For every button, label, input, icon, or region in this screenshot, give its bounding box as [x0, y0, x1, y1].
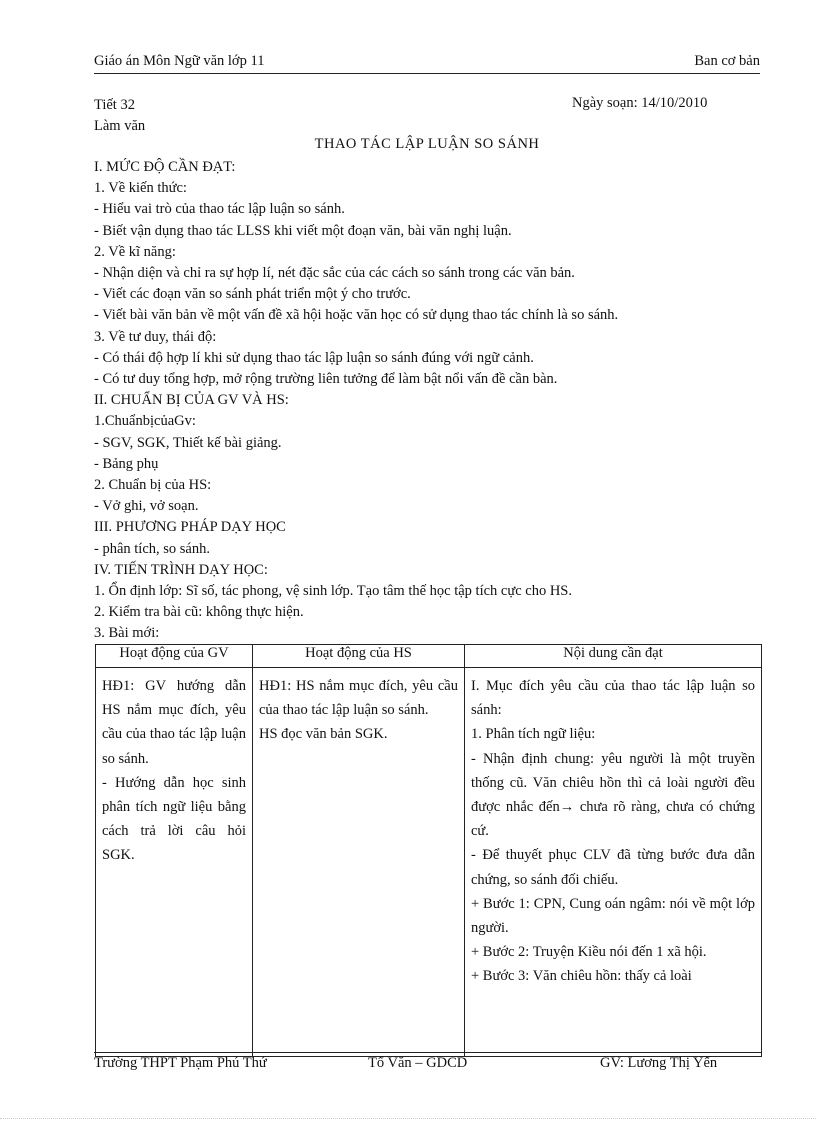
body-line: I. MỨC ĐỘ CẦN ĐẠT: — [94, 159, 236, 175]
body-line: 3. Về tư duy, thái độ: — [94, 328, 217, 345]
footer-school: Trường THPT Phạm Phú Thứ — [94, 1055, 267, 1071]
body-line: - SGV, SGK, Thiết kế bài giảng. — [94, 434, 282, 451]
header-content: Nội dung cần đạt — [465, 645, 762, 668]
gv-activity: - Hướng dẫn học sinh phân tích ngữ liệu bằng cách trả lời câu hỏi SGK. — [102, 774, 246, 864]
hs-activity: HS đọc văn bản SGK. — [259, 726, 388, 743]
hs-activity-cell — [253, 668, 465, 1057]
body-line: 3. Bài mới: — [94, 625, 160, 642]
body-line: 2. Chuẩn bị của HS: — [94, 477, 212, 494]
content-item: + Bước 3: Văn chiêu hồn: thấy cả loài — [471, 968, 692, 985]
body-line: 1. Ổn định lớp: Sĩ số, tác phong, vệ sinh lớp. Tạo tâm thế học tập tích cực cho HS. — [94, 583, 572, 600]
footer-teacher: GV: Lương Thị Yến — [600, 1055, 718, 1071]
body-line: 2. Về kĩ năng: — [94, 243, 176, 260]
body-line: - phân tích, so sánh. — [94, 540, 210, 557]
page-header — [94, 53, 760, 74]
content-item: + Bước 1: CPN, Cung oán ngâm: nói về một lớp người. — [471, 895, 755, 937]
lesson-table — [95, 644, 762, 1057]
content-item: I. Mục đích yêu cầu của thao tác lập luận so sánh: — [471, 678, 755, 719]
body-line: - Có tư duy tổng hợp, mở rộng trường liên tưởng để làm bật nổi vấn đề cần bàn. — [94, 371, 558, 388]
body-line: III. PHƯƠNG PHÁP DẠY HỌC — [94, 519, 286, 536]
content-item: + Bước 2: Truyện Kiều nói đến 1 xã hội. — [471, 944, 707, 961]
body-line: - Viết các đoạn văn so sánh phát triển một ý cho trước. — [94, 286, 411, 303]
lesson-meta — [94, 95, 145, 137]
body-line: - Viết bài văn bản về một vấn đề xã hội hoặc văn học có sử dụng thao tác chính là so sánh. — [94, 307, 619, 324]
content-item: 1. Phân tích ngữ liệu: — [471, 726, 596, 743]
header-gv: Hoạt động của GV — [96, 645, 253, 668]
lesson-category: Làm văn — [94, 118, 146, 134]
gv-activity-cell — [96, 668, 253, 1057]
body-line: 1. Về kiến thức: — [94, 180, 187, 197]
table-header-row — [96, 645, 762, 668]
footer-divider — [94, 1052, 762, 1053]
lesson-date: Ngày soạn: 14/10/2010 — [572, 95, 708, 111]
document-body — [94, 157, 760, 645]
body-line: - Vở ghi, vở soạn. — [94, 498, 199, 515]
table-row — [96, 668, 762, 1057]
body-line: II. CHUẨN BỊ CỦA GV VÀ HS: — [94, 392, 289, 409]
body-line: IV. TIẾN TRÌNH DẠY HỌC: — [94, 561, 268, 578]
page-edge — [0, 1118, 816, 1119]
header-hs: Hoạt động của HS — [253, 645, 465, 668]
body-line: - Bảng phụ — [94, 455, 159, 472]
body-line: - Biết vận dụng thao tác LLSS khi viết một đoạn văn, bài văn nghị luận. — [94, 222, 512, 239]
content-item: - Để thuyết phục CLV đã từng bước đưa dẫn chứng, so sánh đối chiếu. — [471, 847, 755, 888]
lesson-number: Tiết 32 — [94, 97, 135, 113]
content-item: - Nhận định chung: yêu người là một truyền thống cũ. Văn chiêu hồn thì cả loài người đều được nhắc đến→ chưa rõ ràng, chưa có chứng cứ. — [471, 750, 755, 840]
body-line: 2. Kiểm tra bài cũ: không thực hiện. — [94, 604, 304, 621]
body-line: 1.ChuẩnbịcủaGv: — [94, 413, 196, 430]
body-line: - Hiểu vai trò của thao tác lập luận so sánh. — [94, 201, 345, 218]
document-title: THAO TÁC LẬP LUẬN SO SÁNH — [314, 136, 540, 152]
gv-activity: HĐ1: GV hướng dẫn HS nắm mục đích, yêu cầu của thao tác lập luận so sánh. — [102, 678, 246, 767]
header-track: Ban cơ bản — [694, 53, 760, 69]
header-subject: Giáo án Môn Ngữ văn lớp 11 — [94, 53, 265, 69]
content-cell — [465, 668, 762, 1057]
footer-department: Tổ Văn – GDCD — [368, 1055, 468, 1071]
hs-activity: HĐ1: HS nắm mục đích, yêu cầu của thao tác lập luận so sánh. — [259, 678, 458, 719]
body-line: - Nhận diện và chỉ ra sự hợp lí, nét đặc sắc của các cách so sánh trong các văn bản. — [94, 265, 575, 282]
body-line: - Có thái độ hợp lí khi sử dụng thao tác lập luận so sánh đúng với ngữ cảnh. — [94, 349, 534, 366]
